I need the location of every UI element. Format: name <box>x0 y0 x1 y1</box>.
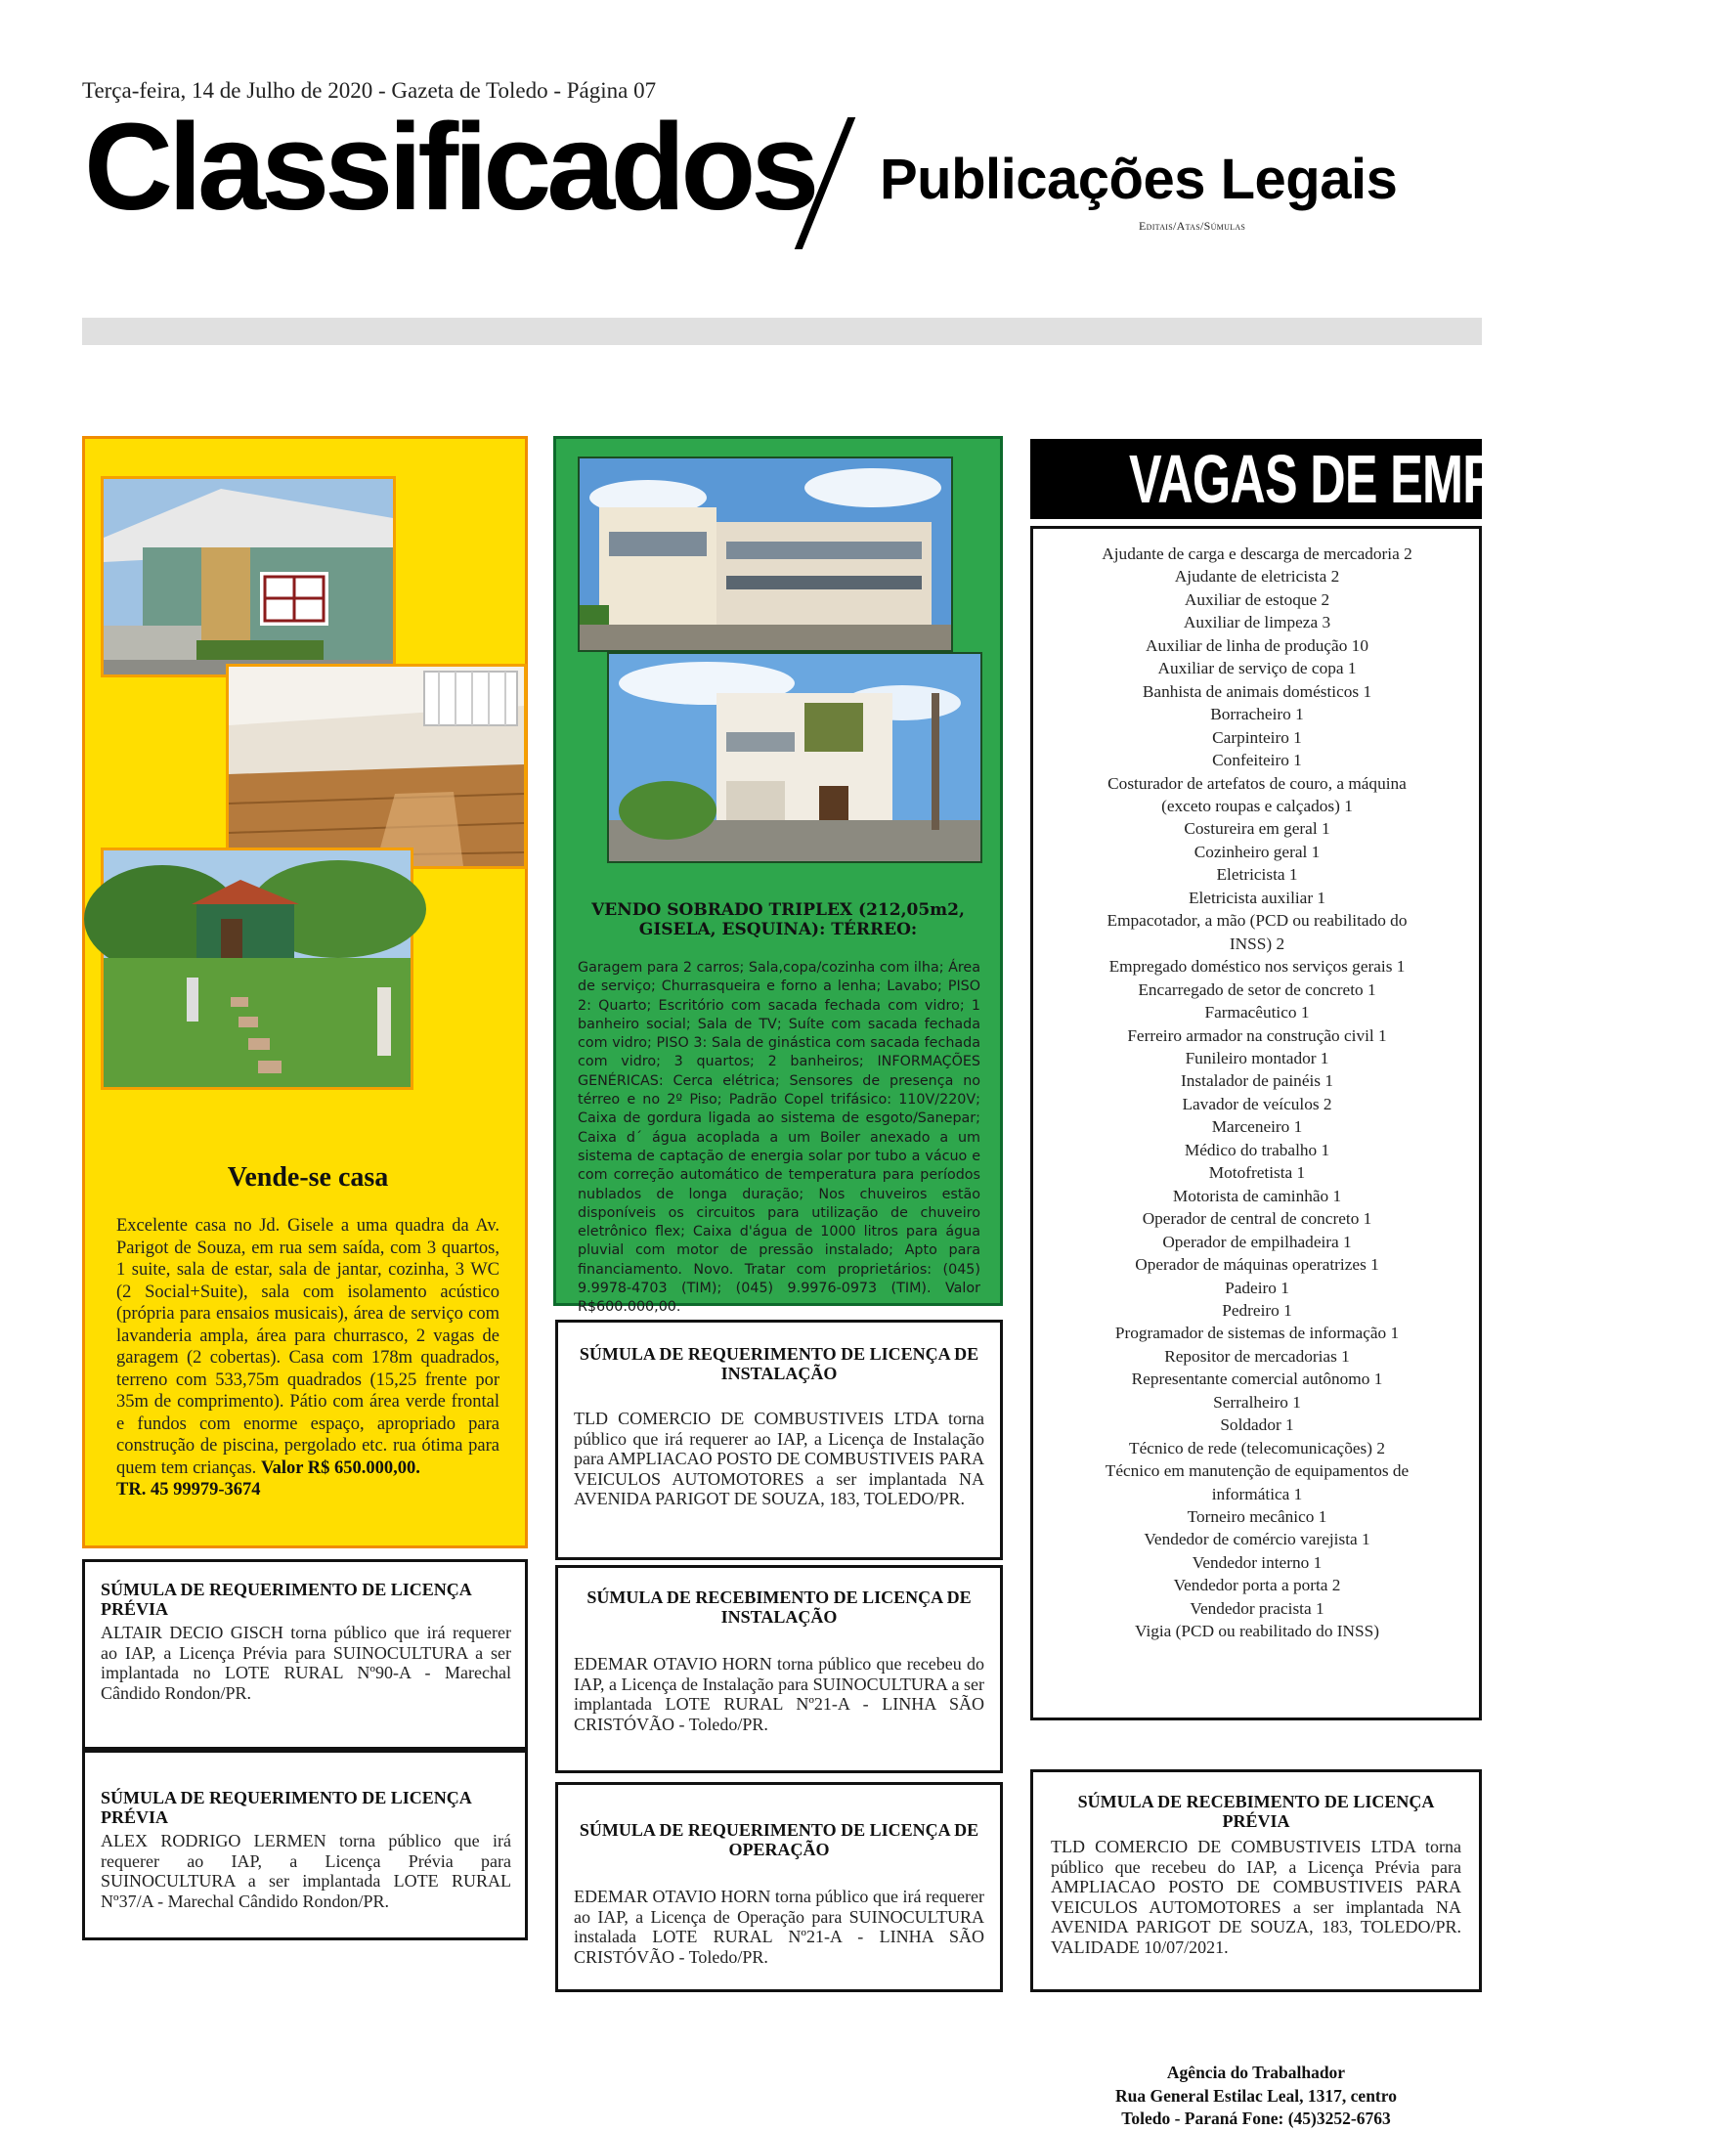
notice-body: EDEMAR OTAVIO HORN torna público que recebeu do IAP, a Licença de Instalação para SUINOCULTURA a ser implantada LOTE RURAL Nº21-A - LINHA SÃO CRISTÓVÃO - Toledo/PR. <box>574 1654 984 1734</box>
job-vacancy-item: Torneiro mecânico 1 <box>1187 1507 1327 1527</box>
house-ad-price: Valor R$ 650.000,00. <box>260 1457 420 1478</box>
agency-city-phone: Toledo - Paraná Fone: (45)3252-6763 <box>1121 2109 1391 2128</box>
notice-body: ALTAIR DECIO GISCH torna público que irá requerer ao IAP, a Licença Prévia para SUINOCULTURA a ser implantada no LOTE RURAL Nº90-A - Marechal Cândido Rondon/PR. <box>101 1623 511 1703</box>
job-vacancy-item: Repositor de mercadorias 1 <box>1164 1346 1350 1366</box>
section-subtitle: Publicações Legais <box>880 148 1398 211</box>
notice-tld-previa <box>1030 1769 1482 1992</box>
job-agency-contact <box>1033 2062 1479 2131</box>
job-vacancy-item: Auxiliar de limpeza 3 <box>1183 613 1331 632</box>
notice-title: SÚMULA DE REQUERIMENTO DE LICENÇA PRÉVIA <box>101 1580 471 1619</box>
job-vacancy-item: Motorista de caminhão 1 <box>1172 1186 1342 1205</box>
job-vacancy-item: Encarregado de setor de concreto 1 <box>1138 979 1376 999</box>
job-vacancy-item: (exceto roupas e calçados) 1 <box>1161 796 1353 815</box>
job-vacancy-item: Representante comercial autônomo 1 <box>1131 1370 1383 1389</box>
job-vacancy-item: Soldador 1 <box>1220 1415 1294 1435</box>
agency-address: Rua General Estilac Leal, 1317, centro <box>1115 2085 1397 2106</box>
notice-edemar-recebimento <box>555 1565 1003 1773</box>
job-vacancies-header <box>1030 439 1637 519</box>
job-vacancy-item: Técnico de rede (telecomunicações) 2 <box>1129 1438 1385 1457</box>
job-vacancy-item: Borracheiro 1 <box>1210 705 1304 724</box>
sobrado-ad-title: VENDO SOBRADO TRIPLEX (212,05m2, GISELA, ESQUINA): TÉRREO: <box>591 900 965 939</box>
job-vacancy-item: Padeiro 1 <box>1225 1278 1289 1297</box>
house-room-photo <box>226 664 527 869</box>
job-vacancy-item: Operador de empilhadeira 1 <box>1162 1232 1352 1251</box>
job-vacancy-item: Instalador de painéis 1 <box>1181 1071 1333 1091</box>
job-vacancy-item: Ferreiro armador na construção civil 1 <box>1127 1025 1387 1045</box>
notice-title: SÚMULA DE RECEBIMENTO DE LICENÇA DE INSTALAÇÃO <box>586 1587 972 1627</box>
house-sale-ad <box>82 436 528 1548</box>
job-vacancy-item: Operador de máquinas operatrizes 1 <box>1135 1255 1379 1275</box>
section-tagline: Editais/Atas/Súmulas <box>1139 219 1246 233</box>
job-vacancy-item: Confeiteiro 1 <box>1212 751 1302 770</box>
house-ad-body <box>116 1215 499 1501</box>
job-vacancy-item: Eletricista 1 <box>1216 865 1298 885</box>
job-vacancy-item: Banhista de animais domésticos 1 <box>1142 681 1372 701</box>
notice-body: TLD COMERCIO DE COMBUSTIVEIS LTDA torna público que irá requerer ao IAP, a Licença de Instalação para AMPLIACAO POSTO DE COMBUSTIVEIS PARA VEICULOS AUTOMOTORES a ser implantada NA AVENIDA PARIGOT DE SOUZA, 183, TOLEDO/PR. <box>574 1409 984 1508</box>
job-vacancy-item: Cozinheiro geral 1 <box>1194 842 1321 861</box>
job-vacancy-item: Vigia (PCD ou reabilitado do INSS) <box>1135 1622 1379 1641</box>
job-vacancy-item: Auxiliar de serviço de copa 1 <box>1157 659 1357 678</box>
job-vacancy-item: Vendedor porta a porta 2 <box>1173 1576 1341 1595</box>
job-vacancy-item: Técnico em manutenção de equipamentos de <box>1105 1461 1410 1481</box>
job-vacancy-item: Marceneiro 1 <box>1211 1117 1303 1137</box>
job-vacancy-item: Lavador de veículos 2 <box>1182 1094 1332 1113</box>
sobrado-photo-2 <box>607 652 982 863</box>
job-vacancy-item: Funileiro montador 1 <box>1185 1048 1329 1067</box>
sobrado-ad-body: Garagem para 2 carros; Sala,copa/cozinha com ilha; Área de serviço; Churrasqueira e forno a lenha; Lavabo; PISO 2: Quarto; Escritório com sacada fechada com vidro; 1 banheiro social; Sala de TV; Suíte com sacada fechada com vidro; PISO 3: Sala de ginástica com sacada fechada com vidro; 3 quartos; 2 banheiros; INFORMAÇÕES GENÉRICAS: Cerca elétrica; Sensores de presença no térreo e no 2º Piso; Padrão Copel trifásico: 110V/220V; Caixa de gordura ligada ao sistema de esgoto/Sanepar; Caixa d´ água acoplada a um Boiler anexado a um sistema de captação de energia solar por tubo a vácuo e com correção automático de temperatura para períodos nublados de longa duração; Nos chuveiros estão disponíveis os circuitos para utilização de chuveiro eletrônico flex; Caixa d'água de 1000 litros para água pluvial com motor de pressão instalado; Apto para financiamento. Novo. Tratar com proprietários: (045) 9.9978-4703 (TIM); (045) 9.9976-0973 (TIM). Valor R$600.000,00. <box>578 960 980 1316</box>
notice-title: SÚMULA DE REQUERIMENTO DE LICENÇA PRÉVIA <box>101 1788 471 1827</box>
section-title: Classificados <box>84 98 815 236</box>
job-vacancy-item: Vendedor de comércio varejista 1 <box>1144 1530 1370 1549</box>
notice-tld-instalacao <box>555 1320 1003 1560</box>
sobrado-photo-1 <box>578 457 953 652</box>
notice-body: EDEMAR OTAVIO HORN torna público que irá requerer ao IAP, a Licença de Operação para SUINOCULTURA instalada LOTE RURAL Nº21-A - LINHA SÃO CRISTÓVÃO - Toledo/PR. <box>574 1887 984 1967</box>
job-vacancy-item: Empacotador, a mão (PCD ou reabilitado do <box>1107 911 1408 931</box>
job-vacancy-item: Carpinteiro 1 <box>1212 727 1302 747</box>
job-vacancy-item: INSS) 2 <box>1229 934 1285 953</box>
house-exterior-photo <box>101 476 396 677</box>
job-vacancy-item: Ajudante de eletricista 2 <box>1174 567 1340 587</box>
job-vacancy-item: Operador de central de concreto 1 <box>1142 1209 1372 1229</box>
house-ad-title: Vende-se casa <box>227 1162 389 1193</box>
notice-body: ALEX RODRIGO LERMEN torna público que irá requerer ao IAP, a Licença Prévia para SUINOCULTURA a ser implantada LOTE RURAL Nº37/A - Marechal Cândido Rondon/PR. <box>101 1831 511 1911</box>
notice-edemar-operacao <box>555 1782 1003 1992</box>
house-garden-photo <box>101 848 413 1090</box>
job-vacancy-item: Farmacêutico 1 <box>1204 1003 1310 1022</box>
notice-altair <box>82 1559 528 1750</box>
job-vacancy-item: Serralheiro 1 <box>1213 1392 1301 1412</box>
job-vacancy-item: Motofretista 1 <box>1208 1163 1306 1183</box>
job-vacancies-list <box>1043 543 1471 1643</box>
header-divider-band <box>82 318 1482 345</box>
dateline: Terça-feira, 14 de Julho de 2020 - Gazeta de Toledo - Página 07 <box>82 78 657 103</box>
notice-alex <box>82 1750 528 1940</box>
job-vacancy-item: Eletricista auxiliar 1 <box>1188 888 1326 907</box>
agency-name: Agência do Trabalhador <box>1166 2063 1346 2082</box>
job-vacancy-item: Programador de sistemas de informação 1 <box>1114 1324 1400 1343</box>
job-vacancy-item: Costurador de artefatos de couro, a máquina <box>1107 773 1407 793</box>
job-vacancy-item: Ajudante de carga e descarga de mercadoria 2 <box>1102 544 1412 563</box>
job-vacancy-item: Empregado doméstico nos serviços gerais 1 <box>1108 957 1406 977</box>
job-vacancy-item: Auxiliar de linha de produção 10 <box>1146 635 1368 655</box>
job-vacancies-title: VAGAS DE EMPREGO <box>1129 441 1637 517</box>
job-vacancy-item: Vendedor interno 1 <box>1192 1552 1323 1572</box>
notice-title: SÚMULA DE RECEBIMENTO DE LICENÇA PRÉVIA <box>1077 1792 1435 1831</box>
house-ad-description: Excelente casa no Jd. Gisele a uma quadra da Av. Parigot de Souza, em rua sem saída, com 3 quartos, 1 suite, sala de estar, sala de jantar, cozinha, 3 WC (2 Social+Suite), sala com isolamento acústico (própria para ensaios musicais), área de serviço com lavanderia ampla, área para churrasco, 2 vagas de garagem (2 cobertas). Casa com 178m quadrados, terreno com 533,75m quadrados (15,25 frente por 35m de comprimento). Pátio com área verde frontal e fundos com enorme espaço, apropriado para construção de piscina, pergolado etc. rua ótima para quem tem crianças. <box>116 1216 499 1478</box>
job-vacancy-item: Costureira em geral 1 <box>1184 819 1330 839</box>
job-vacancy-item: Vendedor pracista 1 <box>1190 1598 1324 1618</box>
job-vacancy-item: Auxiliar de estoque 2 <box>1184 589 1330 609</box>
notice-title: SÚMULA DE REQUERIMENTO DE LICENÇA DE INSTALAÇÃO <box>579 1344 979 1383</box>
job-vacancy-item: Pedreiro 1 <box>1222 1300 1292 1320</box>
notice-body: TLD COMERCIO DE COMBUSTIVEIS LTDA torna público que recebeu do IAP, a Licença Prévia para AMPLIACAO POSTO DE COMBUSTIVEIS PARA VEICULOS AUTOMOTORES a ser implantada NA AVENIDA PARIGOT DE SOUZA, 183, TOLEDO/PR. VALIDADE 10/07/2021. <box>1051 1837 1461 1957</box>
job-vacancy-item: informática 1 <box>1211 1484 1303 1503</box>
job-vacancy-item: Médico do trabalho 1 <box>1184 1140 1330 1159</box>
sobrado-sale-ad <box>553 436 1003 1316</box>
notice-title: SÚMULA DE REQUERIMENTO DE LICENÇA DE OPERAÇÃO <box>579 1820 979 1859</box>
house-ad-phone: TR. 45 99979-3674 <box>116 1480 261 1500</box>
